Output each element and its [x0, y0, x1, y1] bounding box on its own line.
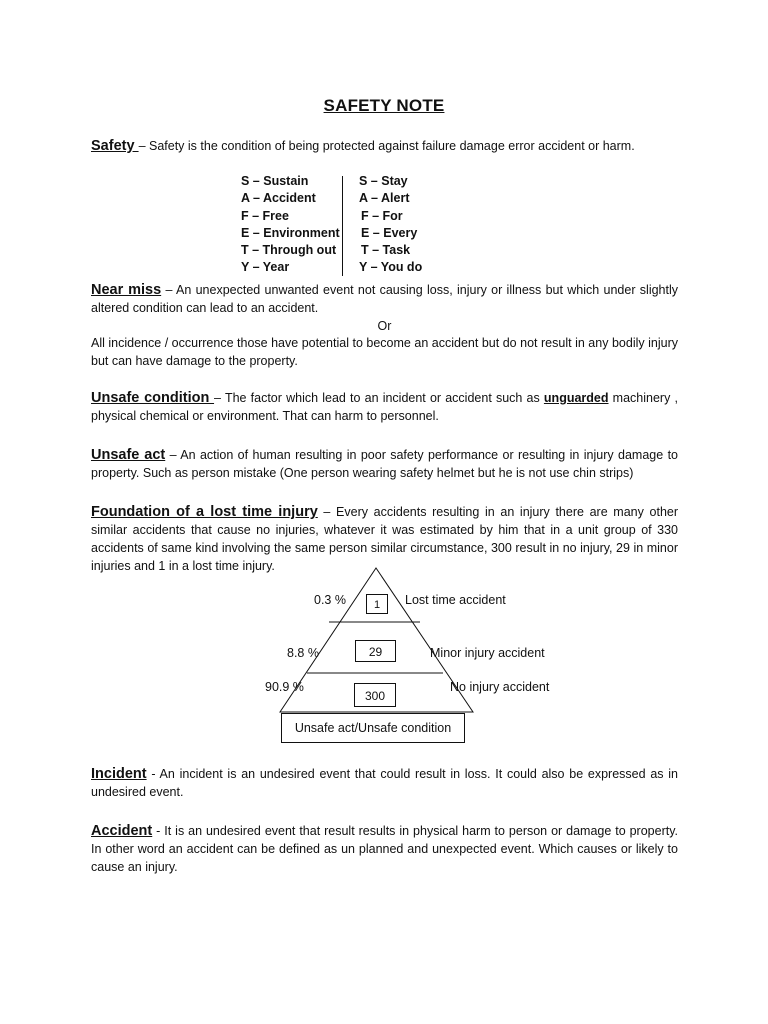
accident-definition [91, 822, 678, 876]
unsafe-condition-text-end: machinery , physical chemical or environment. That can harm to personnel. [91, 391, 678, 423]
pyramid-label-lost-time: Lost time accident [405, 593, 506, 607]
unsafe-condition-definition [91, 389, 678, 425]
unsafe-act-term: Unsafe act [91, 447, 166, 463]
acronym-right-item: S – Stay [359, 174, 408, 188]
pyramid-percent-lost-time: 0.3 % [314, 593, 346, 607]
unsafe-act-text: – An action of human resulting in poor safety performance or resulting in injury damage to property. Such as person mistake (One person wearing safety helmet but he is not use chin strips) [91, 448, 678, 480]
acronym-left-column [241, 173, 340, 277]
acronym-right-column [359, 173, 422, 277]
pyramid-count-no-injury: 300 [354, 683, 396, 707]
acronym-left-item: Y – Year [241, 260, 290, 275]
acronym-right-item: Y – You do [359, 260, 423, 275]
safety-text: – Safety is the condition of being protected against failure damage error accident or harm. [138, 139, 635, 153]
incident-term: Incident [91, 766, 147, 782]
incident-text: - An incident is an undesired event that could result in loss. It could also be expressed as in undesired event. [91, 767, 678, 799]
acronym-right-item: E – Every [361, 225, 418, 240]
pyramid-count-minor: 29 [355, 640, 396, 662]
acronym-divider [342, 176, 343, 276]
accident-text: - It is an undesired event that result results in physical harm to person or damage to property. In other word an accident can be defined as un planned and unexpected event. Which causes or likely to cause an injury. [91, 824, 678, 874]
acronym-left-item: T – Through out [241, 243, 337, 258]
acronym-left-item: E – Environment [241, 225, 340, 240]
foundation-term: Foundation of a lost time injury [91, 504, 318, 520]
pyramid-base-label: Unsafe act/Unsafe condition [281, 713, 465, 743]
unsafe-act-definition [91, 446, 678, 482]
page-title: SAFETY NOTE [323, 96, 445, 115]
near-miss-text: – An unexpected unwanted event not causing loss, injury or illness but which under slightly altered condition can lead to an accident. [91, 283, 679, 315]
accident-term: Accident [91, 823, 153, 839]
pyramid-percent-no-injury: 90.9 % [265, 680, 304, 694]
pyramid-count-lost-time: 1 [366, 594, 388, 614]
acronym-right-item: F – For [361, 208, 403, 223]
foundation-text: – Every accidents resulting in an injury there are many other similar accidents that cause no injuries, whatever it was estimated by him that in a unit group of 330 accidents of same kind involving the same person similar circumstance, 300 result in no injury, 29 in minor injuries and 1 in a lost time injury. [91, 505, 679, 573]
near-miss-alt-definition: All incidence / occurrence those have potential to become an accident but do not result in any bodily injury but can have damage to the property. [91, 336, 678, 368]
pyramid-label-minor: Minor injury accident [430, 646, 545, 660]
near-miss-term: Near miss [91, 282, 162, 298]
or-separator: Or [377, 319, 392, 333]
acronym-right-item: T – Task [361, 243, 411, 258]
acronym-left-item: S – Sustain [241, 174, 309, 188]
safety-definition [91, 137, 678, 155]
unsafe-condition-term: Unsafe condition [91, 390, 215, 406]
near-miss-definition [91, 281, 678, 317]
incident-definition [91, 765, 678, 801]
acronym-left-item: F – Free [241, 208, 289, 223]
acronym-left-item: A – Accident [241, 191, 316, 206]
unguarded-highlight: unguarded [543, 391, 609, 405]
pyramid-label-no-injury: No injury accident [450, 680, 550, 694]
pyramid-percent-minor: 8.8 % [287, 646, 319, 660]
unsafe-condition-text: – The factor which lead to an incident or accident such as [214, 391, 544, 405]
safety-term: Safety [91, 138, 139, 154]
acronym-right-item: A – Alert [359, 191, 410, 206]
